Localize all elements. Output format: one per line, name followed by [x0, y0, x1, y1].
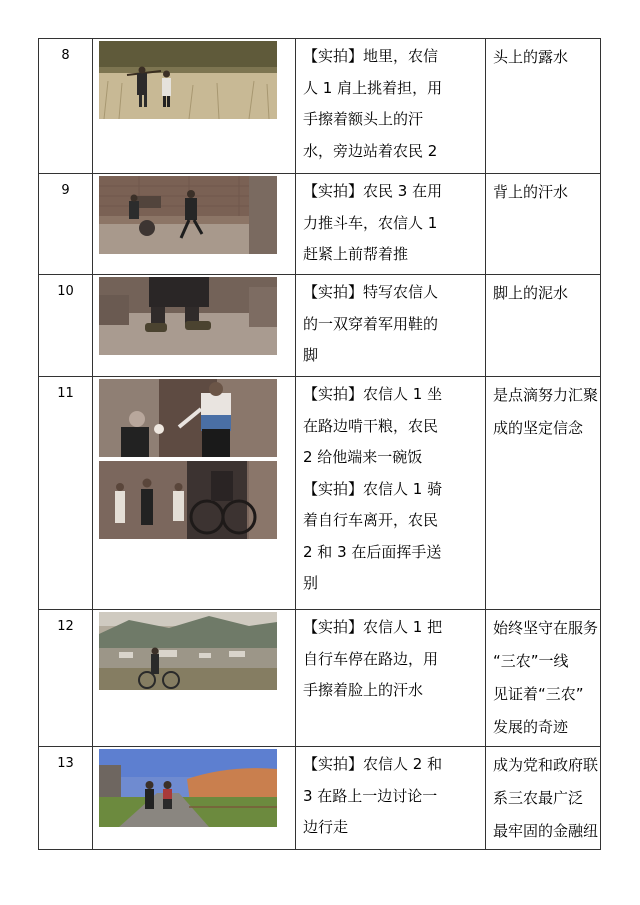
- shot-image-cell: [93, 610, 296, 747]
- description-line: 【实拍】农信人 1 坐: [303, 385, 443, 403]
- description-line: 自行车停在路边，用: [303, 649, 439, 668]
- shoes-closeup-image: [99, 277, 277, 355]
- shot-number: 12: [39, 610, 93, 747]
- shot-image-cell: [93, 174, 296, 275]
- table-row: [39, 610, 601, 747]
- description-line: 人 1 肩上挑着担，用: [303, 78, 443, 97]
- description-line: 【实拍】农信人 1 骑: [303, 479, 443, 498]
- shot-narration: [486, 610, 601, 747]
- narration-line: 最牢固的金融纽: [493, 822, 599, 840]
- narration-line: 背上的汗水: [493, 183, 569, 201]
- narration-line: 系三农最广泛: [493, 789, 584, 807]
- shot-number: 10: [39, 275, 93, 377]
- narration-line: 见证着“三农”: [493, 685, 584, 703]
- narration-line: “三农”一线: [493, 652, 569, 670]
- description-line: 【实拍】特写农信人: [303, 283, 439, 301]
- cart-scene-image: [99, 176, 277, 254]
- description-line: 的一双穿着军用鞋的: [303, 314, 439, 333]
- shot-number: 13: [39, 747, 93, 850]
- narration-line: 发展的奇迹: [493, 718, 569, 736]
- description-line: 【实拍】农信人 2 和: [303, 755, 443, 773]
- shot-number: 8: [39, 39, 93, 174]
- narration-line: 脚上的泥水: [493, 284, 569, 302]
- shot-narration: [486, 275, 601, 377]
- description-line: 【实拍】地里，农信: [303, 47, 439, 65]
- description-line: 赶紧上前帮着推: [303, 245, 409, 263]
- description-line: 力推斗车，农信人 1: [303, 213, 438, 232]
- description-line: 别: [303, 574, 319, 592]
- description-line: 在路边啃干粮，农民: [303, 416, 439, 435]
- shot-image-cell: [93, 39, 296, 174]
- table-row: [39, 747, 601, 850]
- shot-description: [296, 275, 486, 377]
- shot-number: 11: [39, 377, 93, 610]
- narration-line: 头上的露水: [493, 48, 569, 66]
- description-line: 【实拍】农民 3 在用: [303, 182, 443, 200]
- table-row: [39, 39, 601, 174]
- description-line: 水，旁边站着农民 2: [303, 141, 438, 160]
- shot-number: 9: [39, 174, 93, 275]
- shot-image-cell: [93, 377, 296, 610]
- shot-narration: [486, 39, 601, 174]
- description-line: 2 给他端来一碗饭: [303, 448, 423, 466]
- table-row: [39, 275, 601, 377]
- description-line: 着自行车离开，农民: [303, 511, 439, 529]
- description-line: 3 在路上一边讨论一: [303, 786, 438, 805]
- narration-line: 成的坚定信念: [493, 419, 584, 437]
- description-line: 2 和 3 在后面挥手送: [303, 542, 442, 561]
- description-line: 【实拍】农信人 1 把: [303, 618, 443, 636]
- table-row: [39, 377, 601, 610]
- shot-narration: [486, 377, 601, 610]
- description-line: 手擦着额头上的汗: [303, 110, 424, 128]
- table-row: [39, 174, 601, 275]
- storyboard-table: [38, 38, 601, 850]
- roadside-meal-image: [99, 379, 277, 457]
- description-line: 脚: [303, 346, 319, 364]
- shot-description: [296, 174, 486, 275]
- shot-description: [296, 747, 486, 850]
- shot-description: [296, 377, 486, 610]
- narration-line: 成为党和政府联: [493, 756, 599, 774]
- shot-narration: [486, 174, 601, 275]
- description-line: 手擦着脸上的汗水: [303, 681, 424, 699]
- shot-description: [296, 39, 486, 174]
- village-overlook-image: [99, 612, 277, 690]
- field-scene-image: [99, 41, 277, 119]
- bicycle-farewell-image: [99, 461, 277, 539]
- narration-line: 始终坚守在服务: [493, 619, 599, 637]
- shot-description: [296, 610, 486, 747]
- road-walk-image: [99, 749, 277, 827]
- shot-narration: [486, 747, 601, 850]
- shot-image-cell: [93, 275, 296, 377]
- shot-image-cell: [93, 747, 296, 850]
- narration-line: 是点滴努力汇聚: [493, 386, 599, 404]
- description-line: 边行走: [303, 818, 349, 836]
